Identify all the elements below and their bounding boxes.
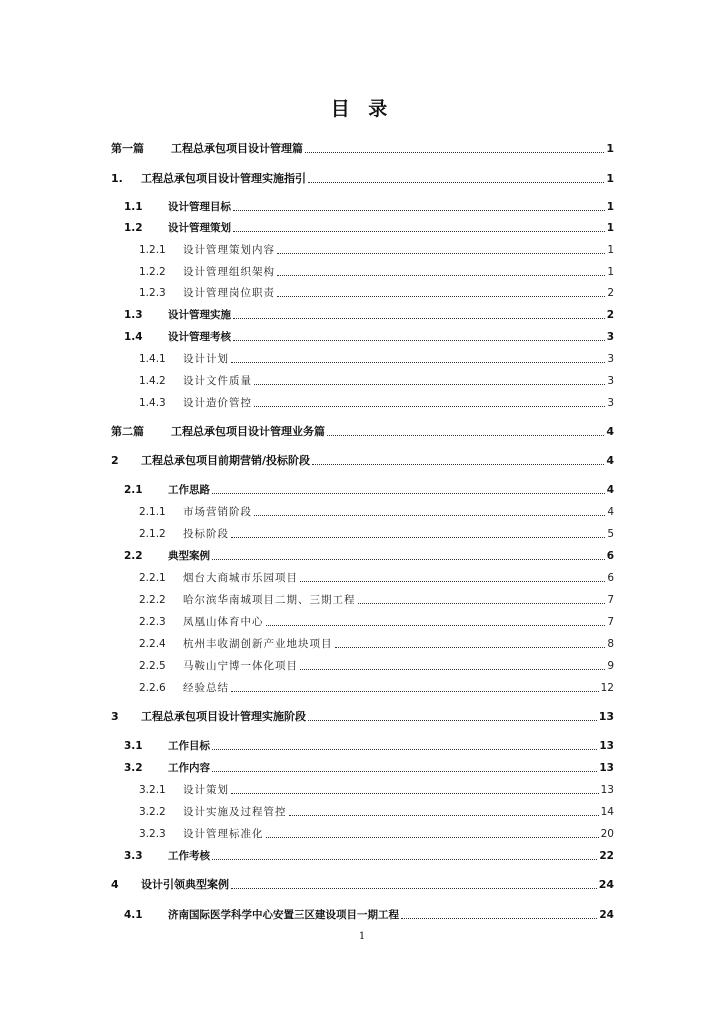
toc-entry-label: 设计管理考核: [168, 331, 231, 343]
toc-entry-label: 设计造价管控: [183, 397, 252, 409]
toc-entry-number: 1.4.1: [139, 353, 166, 365]
toc-entry-number: 第二篇: [111, 425, 144, 438]
toc-leader-dots: [327, 435, 604, 436]
toc-entry[interactable]: [139, 504, 614, 520]
toc-entry-number: 2.1.1: [139, 506, 166, 518]
toc-entry-page: 20: [600, 828, 614, 840]
toc-entry-page: 1: [606, 201, 614, 213]
toc-entry-label: 工程总承包项目设计管理实施阶段: [141, 710, 306, 723]
toc-entry-page: 12: [600, 682, 614, 694]
toc-entry[interactable]: [124, 307, 614, 323]
toc-entry-page: 1: [606, 172, 614, 185]
toc-entry-label: 工作考核: [168, 850, 210, 862]
toc-entry-label: 工程总承包项目设计管理实施指引: [141, 172, 306, 185]
toc-entry[interactable]: [139, 285, 614, 301]
toc-entry-label: 设计管理目标: [168, 201, 231, 213]
toc-entry-label: 工作内容: [168, 762, 210, 774]
toc-title: 目 录: [330, 98, 394, 120]
toc-entry-number: 2.1: [124, 484, 143, 496]
toc-leader-dots: [231, 793, 599, 794]
toc-entry-number: 3.2: [124, 762, 143, 774]
toc-entry-number: 2.2.2: [139, 594, 166, 606]
toc-entry[interactable]: [139, 351, 614, 367]
toc-entry-page: 1: [607, 266, 614, 278]
toc-entry-label: 设计引领典型案例: [141, 878, 229, 891]
toc-entry-page: 3: [606, 331, 614, 343]
toc-entry-page: 13: [599, 762, 614, 774]
toc-entry[interactable]: [139, 658, 614, 674]
toc-entry-label: 设计管理组织架构: [183, 266, 275, 278]
toc-entry-label: 凤凰山体育中心: [183, 616, 264, 628]
toc-entry[interactable]: [139, 242, 614, 258]
toc-entry-label: 设计管理岗位职责: [183, 287, 275, 299]
toc-entry-page: 14: [600, 806, 614, 818]
toc-entry-label: 工程总承包项目设计管理篇: [171, 142, 303, 155]
toc-entry[interactable]: [111, 877, 614, 893]
toc-entry-number: 1.2.1: [139, 244, 166, 256]
toc-leader-dots: [212, 493, 605, 494]
toc-entry-page: 4: [607, 506, 614, 518]
toc-entry-number: 4.1: [124, 909, 143, 921]
toc-entry-label: 市场营销阶段: [183, 506, 252, 518]
toc-entry[interactable]: [139, 264, 614, 280]
toc-entry-page: 7: [607, 616, 614, 628]
toc-entry-number: 1.4.3: [139, 397, 166, 409]
toc-entry-label: 设计管理实施: [168, 309, 231, 321]
toc-entry-number: 2: [111, 454, 119, 467]
toc-entry[interactable]: [111, 453, 614, 469]
toc-entry[interactable]: [124, 738, 614, 754]
toc-entry-number: 2.2.4: [139, 638, 166, 650]
toc-entry[interactable]: [124, 220, 614, 236]
toc-leader-dots: [277, 296, 605, 297]
toc-entry-number: 3.2.1: [139, 784, 166, 796]
toc-entry[interactable]: [124, 760, 614, 776]
toc-entry-label: 工程总承包项目前期营销/投标阶段: [141, 454, 311, 467]
toc-entry-page: 5: [607, 528, 614, 540]
toc-entry[interactable]: [124, 482, 614, 498]
toc-entry-number: 1.2.2: [139, 266, 166, 278]
toc-entry-page: 6: [607, 572, 614, 584]
toc-entry-number: 2.2.5: [139, 660, 166, 672]
toc-entry-label: 设计管理策划内容: [183, 244, 275, 256]
toc-leader-dots: [266, 625, 606, 626]
toc-entry-page: 4: [606, 425, 614, 438]
toc-leader-dots: [231, 888, 597, 889]
toc-entry-page: 1: [606, 142, 614, 155]
toc-leader-dots: [308, 182, 604, 183]
toc-entry-number: 1.: [111, 172, 123, 185]
toc-entry-page: 2: [607, 287, 614, 299]
toc-leader-dots: [305, 152, 604, 153]
toc-entry-page: 3: [607, 397, 614, 409]
toc-entry-page: 4: [606, 484, 614, 496]
toc-entry[interactable]: [139, 804, 614, 820]
toc-leader-dots: [254, 406, 605, 407]
toc-entry-number: 3.3: [124, 850, 143, 862]
toc-leader-dots: [233, 340, 605, 341]
toc-entry[interactable]: [111, 709, 614, 725]
toc-entry-label: 设计计划: [183, 353, 229, 365]
toc-entry-label: 烟台大商城市乐园项目: [183, 572, 298, 584]
toc-entry-page: 24: [599, 909, 614, 921]
toc-leader-dots: [401, 918, 597, 919]
toc-entry[interactable]: [124, 199, 614, 215]
toc-leader-dots: [231, 362, 605, 363]
toc-entry-page: 22: [599, 850, 614, 862]
toc-leader-dots: [335, 647, 606, 648]
toc-entry-label: 工作思路: [168, 484, 210, 496]
toc-leader-dots: [233, 231, 605, 232]
toc-entry-label: 典型案例: [168, 550, 210, 562]
toc-entry-number: 1.4.2: [139, 375, 166, 387]
toc-entry-page: 9: [607, 660, 614, 672]
toc-leader-dots: [300, 669, 605, 670]
toc-entry-number: 3.1: [124, 740, 143, 752]
toc-entry[interactable]: [111, 141, 614, 157]
toc-entry-number: 第一篇: [111, 142, 144, 155]
toc-entry[interactable]: [139, 826, 614, 842]
toc-entry-label: 设计文件质量: [183, 375, 252, 387]
toc-entry-number: 3.2.3: [139, 828, 166, 840]
toc-entry-page: 8: [607, 638, 614, 650]
toc-entry[interactable]: [139, 614, 614, 630]
toc-entry-number: 2.2.1: [139, 572, 166, 584]
toc-entry-number: 1.3: [124, 309, 143, 321]
toc-entry-number: 2.2.3: [139, 616, 166, 628]
toc-leader-dots: [231, 537, 605, 538]
toc-entry[interactable]: [124, 907, 614, 923]
toc-entry[interactable]: [139, 570, 614, 586]
toc-entry-label: 设计策划: [183, 784, 229, 796]
toc-entry[interactable]: [139, 592, 614, 608]
toc-entry-number: 1.4: [124, 331, 143, 343]
toc-entry-page: 24: [598, 878, 614, 891]
toc-leader-dots: [212, 559, 605, 560]
toc-entry-page: 3: [607, 353, 614, 365]
toc-leader-dots: [308, 720, 597, 721]
toc-entry-number: 4: [111, 878, 119, 891]
toc-entry[interactable]: [139, 782, 614, 798]
toc-entry[interactable]: [139, 373, 614, 389]
toc-entry[interactable]: [139, 636, 614, 652]
toc-entry-label: 工程总承包项目设计管理业务篇: [171, 425, 325, 438]
toc-entry[interactable]: [111, 424, 614, 440]
toc-leader-dots: [266, 837, 599, 838]
toc-entry-page: 6: [606, 550, 614, 562]
toc-entry-label: 经验总结: [183, 682, 229, 694]
toc-leader-dots: [289, 815, 599, 816]
toc-entry[interactable]: [111, 171, 614, 187]
toc-entry[interactable]: [124, 548, 614, 564]
toc-entry-page: 7: [607, 594, 614, 606]
toc-entry-page: 2: [606, 309, 614, 321]
toc-entry-page: 4: [606, 454, 614, 467]
toc-entry-number: 1.2.3: [139, 287, 166, 299]
toc-leader-dots: [212, 771, 597, 772]
toc-entry[interactable]: [139, 680, 614, 696]
toc-leader-dots: [312, 464, 604, 465]
toc-leader-dots: [254, 384, 605, 385]
toc-leader-dots: [231, 691, 599, 692]
toc-entry-page: 13: [599, 740, 614, 752]
toc-entry-label: 投标阶段: [183, 528, 229, 540]
toc-entry-page: 3: [607, 375, 614, 387]
toc-leader-dots: [233, 318, 605, 319]
toc-leader-dots: [254, 515, 605, 516]
toc-entry-number: 2.2: [124, 550, 143, 562]
toc-entry[interactable]: [124, 329, 614, 345]
toc-entry-label: 马鞍山宁博一体化项目: [183, 660, 298, 672]
toc-leader-dots: [277, 253, 605, 254]
toc-entry-label: 工作目标: [168, 740, 210, 752]
toc-entry-page: 1: [606, 222, 614, 234]
toc-entry-label: 哈尔滨华南城项目二期、三期工程: [183, 594, 356, 606]
page-number: 1: [358, 931, 366, 942]
toc-entry-label: 设计实施及过程管控: [183, 806, 287, 818]
toc-entry[interactable]: [139, 526, 614, 542]
toc-entry-page: 13: [600, 784, 614, 796]
toc-entry-number: 2.1.2: [139, 528, 166, 540]
toc-entry-page: 13: [598, 710, 614, 723]
toc-leader-dots: [300, 581, 605, 582]
toc-leader-dots: [277, 275, 605, 276]
toc-entry-number: 1.1: [124, 201, 143, 213]
toc-leader-dots: [212, 859, 597, 860]
toc-entry-label: 杭州丰收湖创新产业地块项目: [183, 638, 333, 650]
toc-entry-label: 设计管理策划: [168, 222, 231, 234]
toc-entry-number: 2.2.6: [139, 682, 166, 694]
toc-entry-number: 3.2.2: [139, 806, 166, 818]
toc-entry-number: 3: [111, 710, 119, 723]
toc-leader-dots: [358, 603, 606, 604]
toc-entry[interactable]: [139, 395, 614, 411]
toc-entry[interactable]: [124, 848, 614, 864]
toc-leader-dots: [233, 210, 605, 211]
toc-entry-number: 1.2: [124, 222, 143, 234]
toc-entry-label: 设计管理标准化: [183, 828, 264, 840]
toc-leader-dots: [212, 749, 597, 750]
toc-entry-label: 济南国际医学科学中心安置三区建设项目一期工程: [168, 909, 399, 921]
toc-entry-page: 1: [607, 244, 614, 256]
